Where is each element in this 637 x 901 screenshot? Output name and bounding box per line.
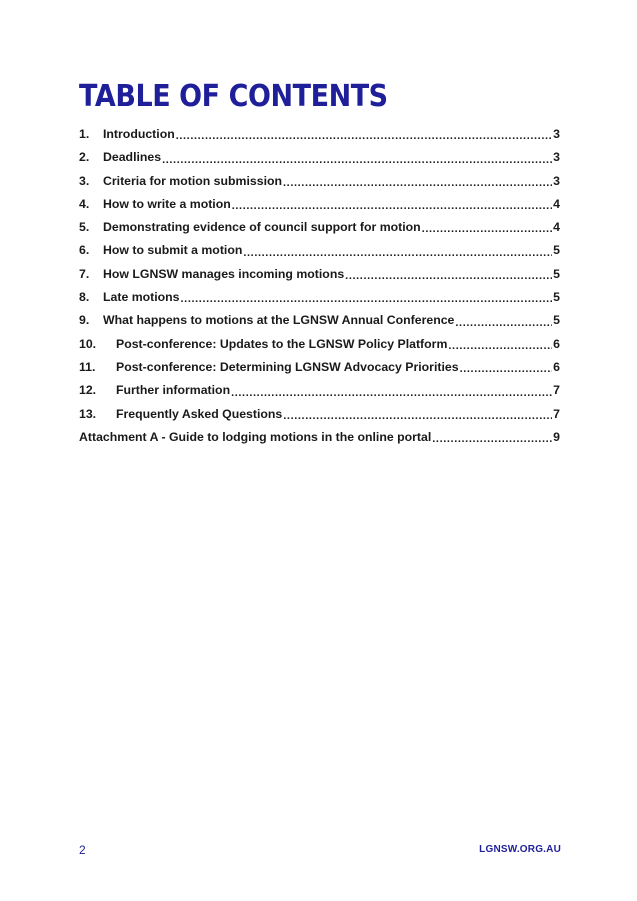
toc-entry-attachment-a[interactable] (79, 421, 560, 444)
toc-entry-page: 5 (553, 313, 560, 328)
toc-entry-how-to-write[interactable] (79, 188, 560, 211)
toc-leader-dots (455, 315, 552, 327)
toc-leader-dots (448, 338, 552, 350)
toc-entry-evidence[interactable] (79, 211, 560, 234)
toc-entry-number: 4. (79, 196, 90, 211)
toc-leader-dots (345, 268, 552, 280)
toc-entry-label: Deadlines (103, 150, 162, 165)
toc-leader-dots (181, 291, 553, 303)
toc-entry-number: 6. (79, 243, 90, 258)
toc-entry-number: 9. (79, 313, 90, 328)
toc-leader-dots (460, 361, 553, 373)
toc-entry-number: 10. (79, 336, 97, 351)
footer-website: LGNSW.ORG.AU (479, 844, 561, 855)
toc-entry-page: 5 (553, 290, 560, 305)
toc-entry-policy-platform[interactable] (79, 328, 560, 351)
toc-entry-number: 12. (79, 383, 97, 398)
toc-leader-dots (176, 128, 552, 140)
toc-entry-label: Introduction (103, 127, 175, 141)
toc-leader-dots (283, 175, 552, 187)
toc-entry-label: Post-conference: Updates to the LGNSW Policy Platform (116, 336, 448, 351)
toc-entry-page: 3 (553, 127, 560, 141)
toc-leader-dots (231, 385, 552, 397)
toc-entry-page: 3 (553, 150, 560, 165)
toc-entry-how-to-submit[interactable] (79, 234, 560, 257)
toc-entry-label: Demonstrating evidence of council support for motion (103, 220, 421, 235)
toc-entry-label: Frequently Asked Questions (116, 406, 283, 421)
toc-entry-number: 7. (79, 266, 90, 281)
toc-leader-dots (232, 198, 552, 210)
toc-entry-page: 6 (553, 359, 560, 374)
toc-entry-number: 2. (79, 150, 90, 165)
toc-entry-page: 6 (553, 336, 560, 351)
toc-entry-label: Post-conference: Determining LGNSW Advocacy Priorities (116, 359, 459, 374)
toc-entry-page: 5 (553, 266, 560, 281)
page-title: TABLE OF CONTENTS (79, 79, 388, 114)
toc-entry-number: 13. (79, 406, 97, 421)
toc-entry-advocacy-priorities[interactable] (79, 351, 560, 374)
toc-leader-dots (283, 408, 552, 420)
table-of-contents (79, 118, 560, 444)
toc-entry-number: 3. (79, 173, 90, 188)
toc-entry-introduction[interactable] (79, 118, 560, 141)
toc-entry-label: How to write a motion (103, 196, 231, 211)
toc-entry-label: Further information (116, 383, 231, 398)
toc-entry-manages-motions[interactable] (79, 258, 560, 281)
toc-entry-label: Criteria for motion submission (103, 173, 283, 188)
toc-leader-dots (162, 152, 552, 164)
toc-entry-page: 7 (553, 406, 560, 421)
toc-leader-dots (243, 245, 552, 257)
toc-entry-further-information[interactable] (79, 374, 560, 397)
toc-entry-deadlines[interactable] (79, 141, 560, 164)
toc-entry-label: Attachment A - Guide to lodging motions in the online portal (79, 429, 432, 444)
toc-entry-criteria[interactable] (79, 165, 560, 188)
toc-entry-number: 5. (79, 220, 90, 235)
toc-entry-label: Late motions (103, 290, 180, 305)
toc-entry-number: 8. (79, 290, 90, 305)
toc-entry-page: 5 (553, 243, 560, 258)
toc-entry-conference[interactable] (79, 304, 560, 327)
toc-entry-number: 11. (79, 359, 96, 374)
toc-entry-page: 4 (553, 196, 560, 211)
toc-entry-number: 1. (79, 127, 90, 141)
toc-entry-label: How LGNSW manages incoming motions (103, 266, 345, 281)
toc-entry-label: How to submit a motion (103, 243, 243, 258)
toc-entry-late-motions[interactable] (79, 281, 560, 304)
toc-entry-page: 9 (553, 429, 560, 444)
footer-page-number: 2 (79, 843, 86, 857)
toc-entry-label: What happens to motions at the LGNSW Annual Conference (103, 313, 455, 328)
toc-entry-page: 7 (553, 383, 560, 398)
toc-entry-page: 3 (553, 173, 560, 188)
toc-entry-faq[interactable] (79, 398, 560, 421)
toc-leader-dots (422, 221, 552, 233)
toc-leader-dots (432, 431, 552, 443)
toc-entry-page: 4 (553, 220, 560, 235)
